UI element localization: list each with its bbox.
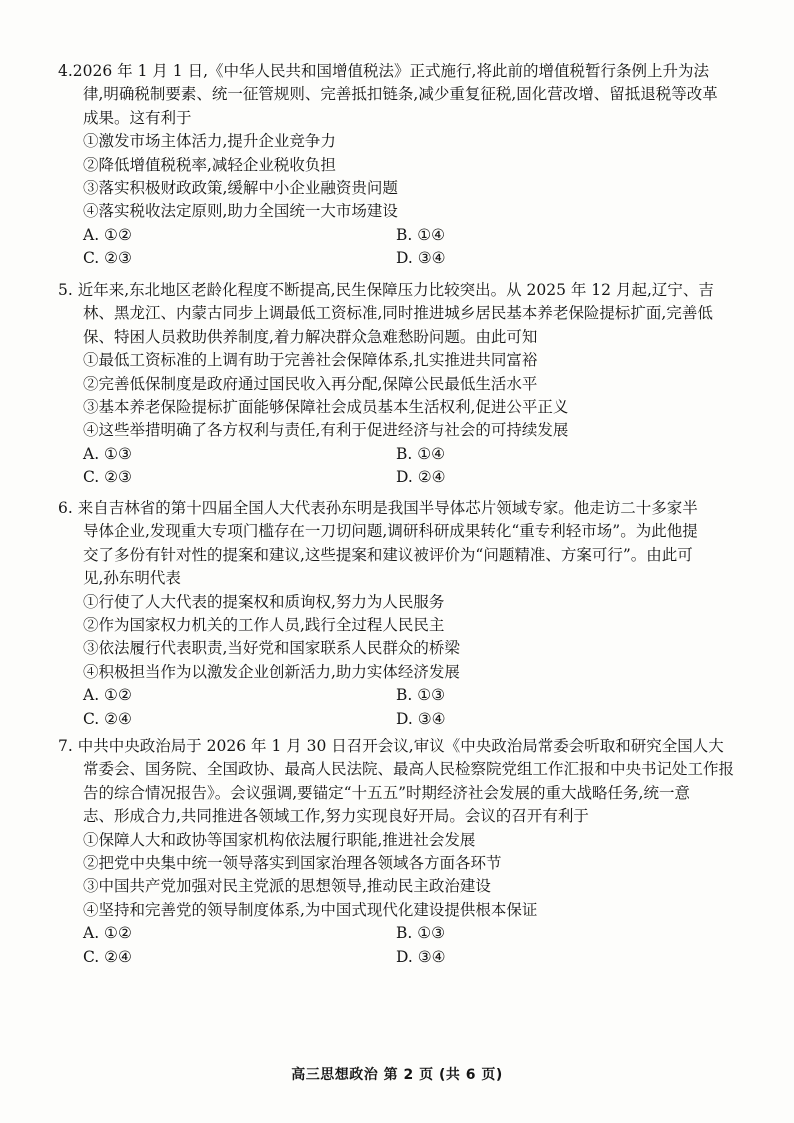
statement-2: ②作为国家权力机关的工作人员,践行全过程人民民主 xyxy=(83,616,445,635)
choices-row xyxy=(58,443,748,466)
page-footer: 高三思想政治 第 2 页 (共 6 页) xyxy=(291,1067,503,1083)
choice-b: B. ①③ xyxy=(396,686,446,705)
choice-b: B. ①④ xyxy=(396,444,446,463)
question-stem-line: 6. 来自吉林省的第十四届全国人大代表孙东明是我国半导体芯片领域专家。他走访二十多家半 xyxy=(58,499,698,517)
choices-row xyxy=(58,247,748,270)
question-stem-line: 见,孙东明代表 xyxy=(83,569,181,588)
choice-b: B. ①④ xyxy=(396,225,446,244)
question-stem-line: 4.2026 年 1 月 1 日,《中华人民共和国增值税法》正式施行,将此前的增值税暂行条例上升为法 xyxy=(58,62,709,80)
statement-2: ②把党中央集中统一领导落实到国家治理各领域各方面各环节 xyxy=(83,854,502,873)
statement-2: ②降低增值税税率,减轻企业税收负担 xyxy=(83,155,336,174)
choice-c: C. ②④ xyxy=(83,709,132,728)
question-stem-line: 5. 近年来,东北地区老龄化程度不断提高,民生保障压力比较突出。从 2025 年 12 月起,辽宁、吉 xyxy=(58,281,714,299)
choice-d: D. ③④ xyxy=(396,249,446,268)
statement-4: ④坚持和完善党的领导制度体系,为中国式现代化建设提供根本保证 xyxy=(83,900,538,919)
choice-d: D. ③④ xyxy=(396,709,446,728)
statement-1: ①激发市场主体活力,提升企业竞争力 xyxy=(83,132,336,151)
choices-row xyxy=(58,684,748,707)
choice-a: A. ①② xyxy=(83,225,132,244)
choice-a: A. ①③ xyxy=(83,444,132,463)
choices-row xyxy=(58,922,748,945)
question-4 xyxy=(58,60,748,271)
statement-4: ④这些举措明确了各方权利与责任,有利于促进经济与社会的可持续发展 xyxy=(83,421,569,440)
question-6 xyxy=(58,497,748,731)
choice-c: C. ②④ xyxy=(83,947,132,966)
choices-row xyxy=(58,946,748,969)
statement-3: ③落实积极财政政策,缓解中小企业融资贵问题 xyxy=(83,179,398,198)
question-stem-line: 7. 中共中央政治局于 2026 年 1 月 30 日召开会议,审议《中央政治局常委会听取和研究全国人大 xyxy=(58,737,724,755)
statement-1: ①保障人大和政协等国家机构依法履行职能,推进社会发展 xyxy=(83,830,476,849)
question-stem-line: 保、特困人员救助供养制度,着力解决群众急难愁盼问题。由此可知 xyxy=(83,327,538,346)
question-stem-line: 律,明确税制要素、统一征管规则、完善抵扣链条,减少重复征税,固化营改增、留抵退税等改革 xyxy=(83,85,718,104)
question-stem-line: 成果。这有利于 xyxy=(83,108,192,127)
choice-d: D. ③④ xyxy=(396,947,446,966)
question-stem-line: 常委会、国务院、全国政协、最高人民法院、最高人民检察院党组工作汇报和中央书记处工作报 xyxy=(83,760,735,779)
statement-1: ①最低工资标准的上调有助于完善社会保障体系,扎实推进共同富裕 xyxy=(83,351,538,370)
question-5 xyxy=(58,279,748,490)
choice-a: A. ①② xyxy=(83,686,132,705)
choice-a: A. ①② xyxy=(83,924,132,943)
statement-2: ②完善低保制度是政府通过国民收入再分配,保障公民最低生活水平 xyxy=(83,374,538,393)
statement-1: ①行使了人大代表的提案权和质询权,努力为人民服务 xyxy=(83,592,445,611)
question-7 xyxy=(58,735,748,969)
choices-row xyxy=(58,708,748,731)
statement-4: ④落实税收法定原则,助力全国统一大市场建设 xyxy=(83,202,398,221)
choice-c: C. ②③ xyxy=(83,468,132,487)
statement-4: ④积极担当作为以激发企业创新活力,助力实体经济发展 xyxy=(83,662,460,681)
statement-3: ③依法履行代表职责,当好党和国家联系人民群众的桥梁 xyxy=(83,639,460,658)
question-stem-line: 导体企业,发现重大专项门槛存在一刀切问题,调研科研成果转化“重专利轻市场”。为此他提 xyxy=(83,522,698,541)
choice-c: C. ②③ xyxy=(83,249,132,268)
question-stem-line: 告的综合情况报告》。会议强调,要锚定“十五五”时期经济社会发展的重大战略任务,统一意 xyxy=(83,783,690,802)
choices-row xyxy=(58,466,748,489)
question-stem-line: 交了多份有针对性的提案和建议,这些提案和建议被评价为“问题精准、方案可行”。由此可 xyxy=(83,545,693,564)
statement-3: ③中国共产党加强对民主党派的思想领导,推动民主政治建设 xyxy=(83,877,491,896)
statement-3: ③基本养老保险提标扩面能够保障社会成员基本生活权利,促进公平正义 xyxy=(83,398,569,417)
choices-row xyxy=(58,224,748,247)
question-stem-line: 林、黑龙江、内蒙古同步上调最低工资标准,同时推进城乡居民基本养老保险提标扩面,完善低 xyxy=(83,304,713,323)
choice-d: D. ②④ xyxy=(396,468,446,487)
choice-b: B. ①③ xyxy=(396,924,446,943)
question-stem-line: 志、形成合力,共同推进各领域工作,努力实现良好开局。会议的召开有利于 xyxy=(83,807,589,826)
